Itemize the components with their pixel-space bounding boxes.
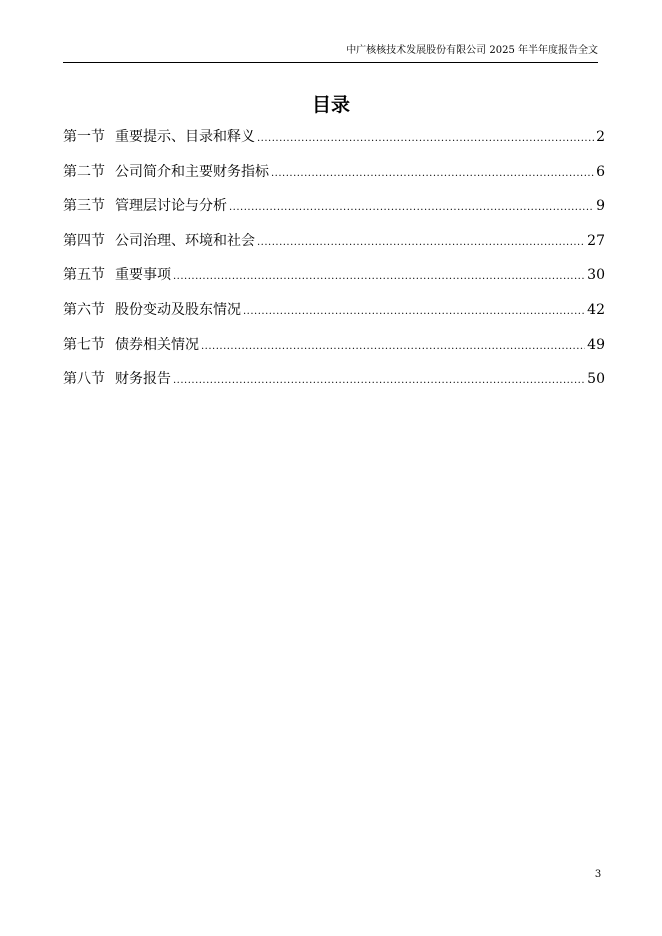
toc-section-name: 重要事项 (115, 267, 171, 284)
toc-section-name: 股份变动及股东情况 (115, 301, 241, 318)
toc-entry-section-4[interactable] (63, 231, 605, 266)
toc-entry-section-5[interactable] (63, 265, 605, 300)
running-header (63, 44, 598, 63)
toc-section-label: 第三节 (63, 198, 105, 215)
toc-entry-section-8[interactable] (63, 369, 605, 404)
page-number: 3 (594, 869, 602, 880)
toc-page-number: 30 (587, 267, 605, 284)
toc-section-name: 重要提示、目录和释义 (115, 129, 255, 145)
toc-section-label: 第六节 (63, 301, 105, 318)
toc-section-name: 债券相关情况 (115, 336, 199, 353)
toc-section-name: 公司治理、环境和社会 (115, 232, 255, 249)
toc-entry-section-2[interactable] (63, 162, 605, 197)
toc-section-label: 第一节 (63, 129, 105, 145)
toc-dot-leader (173, 267, 585, 287)
toc-entry-section-3[interactable] (63, 196, 605, 231)
toc-dot-leader (243, 302, 585, 322)
toc-dot-leader (257, 233, 585, 253)
toc-dot-leader (257, 129, 594, 149)
toc-entry-section-6[interactable] (63, 300, 605, 335)
toc-dot-leader (229, 198, 594, 218)
toc-section-label: 第七节 (63, 336, 105, 353)
toc-section-name: 公司简介和主要财务指标 (115, 163, 269, 180)
running-header-text: 中广核核技术发展股份有限公司 2025 年半年度报告全文 (346, 45, 598, 56)
toc-dot-leader (201, 337, 585, 357)
toc-page-number: 2 (596, 129, 605, 145)
toc-title: 目录 (311, 94, 350, 116)
toc-page-number: 9 (596, 198, 605, 215)
toc-dot-leader (271, 164, 594, 184)
toc-section-label: 第四节 (63, 232, 105, 249)
toc-section-name: 管理层讨论与分析 (115, 198, 227, 215)
toc-page-number: 27 (587, 232, 605, 249)
toc-dot-leader (173, 371, 585, 391)
toc-section-name: 财务报告 (115, 371, 171, 388)
toc-section-label: 第八节 (63, 371, 105, 388)
toc-page-number: 50 (587, 371, 605, 388)
toc-section-label: 第二节 (63, 163, 105, 180)
toc-page-number: 6 (596, 163, 605, 180)
toc-list (63, 127, 605, 404)
toc-entry-section-1[interactable] (63, 127, 605, 162)
toc-section-label: 第五节 (63, 267, 105, 284)
toc-page-number: 49 (587, 336, 605, 353)
toc-entry-section-7[interactable] (63, 335, 605, 370)
toc-page-number: 42 (587, 301, 605, 318)
